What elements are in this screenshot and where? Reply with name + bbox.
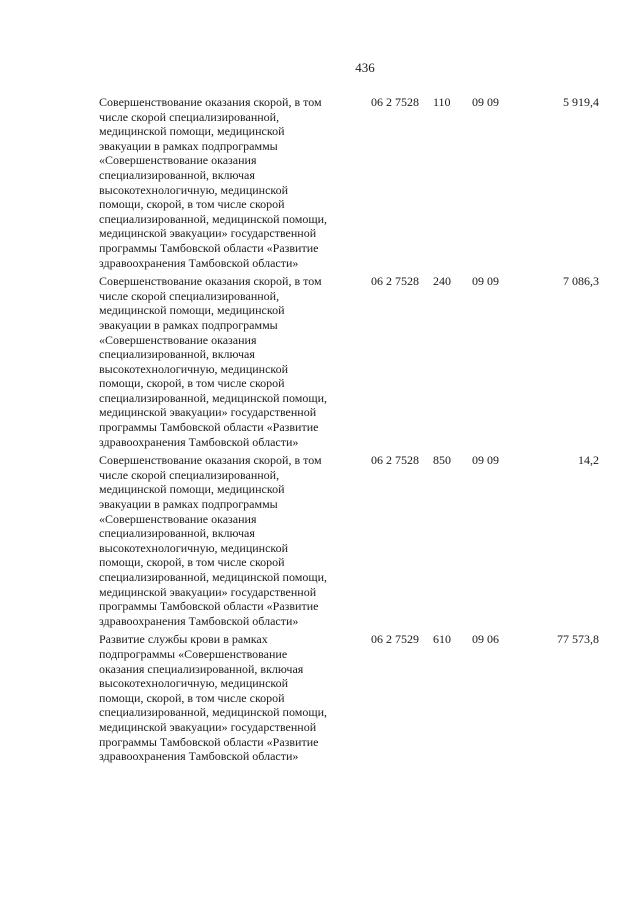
row-target-code: 06 2 7528 — [371, 274, 419, 289]
row-expense-type: 240 — [433, 274, 451, 289]
row-description: Совершенствование оказания скорой, в том числе скорой специализированной, медицинской помощи, медицинской эвакуации в рамках подпрограммы «Совершенствование оказания специализированной, включая высокотехнологичную, медицинской помощи, скорой, в том числе скорой специализированной, медицинской помощи, медицинской эвакуации» государственной программы Тамбовской области «Развитие здравоохранения Тамбовской области» — [99, 274, 327, 449]
table-row — [0, 274, 640, 449]
row-target-code: 06 2 7528 — [371, 95, 419, 109]
row-section-code: 09 09 — [472, 274, 499, 289]
row-amount: 7 086,3 — [563, 274, 599, 289]
row-section-code: 09 06 — [472, 632, 499, 647]
row-section-code: 09 09 — [472, 453, 499, 468]
row-amount: 77 573,8 — [557, 632, 599, 647]
row-expense-type: 850 — [433, 453, 451, 468]
row-description: Совершенствование оказания скорой, в том числе скорой специализированной, медицинской помощи, медицинской эвакуации в рамках подпрограммы «Совершенствование оказания специализированной, включая высокотехнологичную, медицинской помощи, скорой, в том числе скорой специализированной, медицинской помощи, медицинской эвакуации» государственной программы Тамбовской области «Развитие здравоохранения Тамбовской области» — [99, 95, 327, 270]
table-row — [0, 453, 640, 628]
row-amount: 14,2 — [578, 453, 599, 468]
row-expense-type: 610 — [433, 632, 451, 647]
row-amount: 5 919,4 — [563, 95, 599, 109]
row-section-code: 09 09 — [472, 95, 499, 109]
table-row — [0, 632, 640, 763]
page-number: 436 — [355, 60, 375, 75]
row-description: Совершенствование оказания скорой, в том числе скорой специализированной, медицинской помощи, медицинской эвакуации в рамках подпрограммы «Совершенствование оказания специализированной, включая высокотехнологичную, медицинской помощи, скорой, в том числе скорой специализированной, медицинской помощи, медицинской эвакуации» государственной программы Тамбовской области «Развитие здравоохранения Тамбовской области» — [99, 453, 327, 628]
row-description: Развитие службы крови в рамках подпрограммы «Совершенствование оказания специализированной, включая высокотехнологичную, медицинской помощи, скорой, в том числе скорой специализированной, медицинской помощи, медицинской эвакуации» государственной программы Тамбовской области «Развитие здравоохранения Тамбовской области» — [99, 632, 327, 764]
row-target-code: 06 2 7529 — [371, 632, 419, 647]
budget-table — [0, 95, 640, 768]
row-expense-type: 110 — [433, 95, 451, 109]
table-row — [0, 95, 640, 270]
row-target-code: 06 2 7528 — [371, 453, 419, 468]
